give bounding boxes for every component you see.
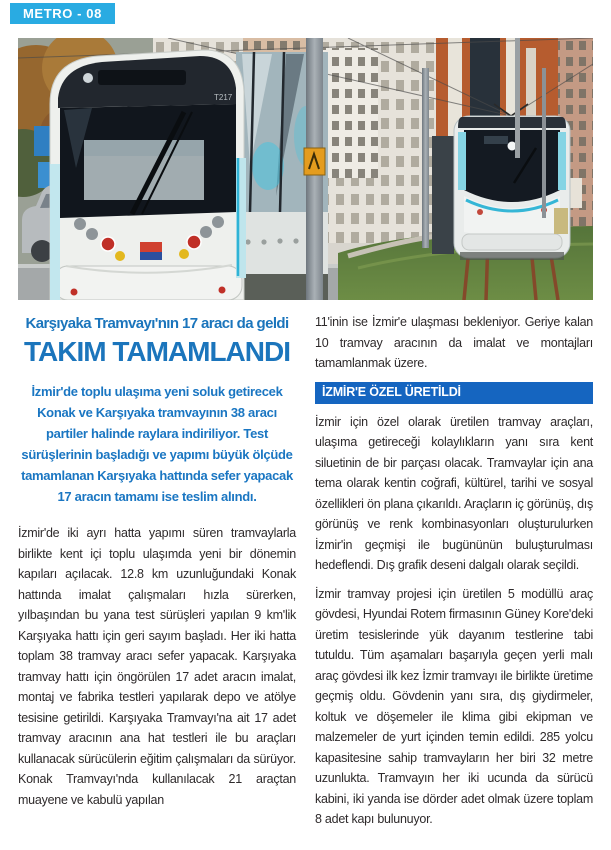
article-title: TAKIM TAMAMLANDI [23, 336, 290, 367]
page-tag: METRO - 08 [10, 3, 115, 24]
body-paragraph-2: İzmir için özel olarak üretilen tramvay araçları, ulaşıma getireceği kolaylıkların yanı sıra kent siluetinin de bir parçası olacak. Tramvaylar için ana tema olarak kentin coğrafi, kültürel, tarihi ve sosyal özellikleri ön plana çıkarıldı. Araçların iç görünüş, dış görünüş ve renk kombinasyonları oluşturulurken İzmir'in geçmişi ile bugününün buluşturulması hedeflendi. Dış grafik deseni dalgalı olarak seçildi. [315, 414, 593, 572]
article-kicker: Karşıyaka Tramvayı'nın 17 aracı da geldi [25, 315, 289, 332]
section-heading-bar: İZMİR'E ÖZEL ÜRETİLDİ [315, 382, 593, 404]
article-photo [18, 38, 593, 300]
body-paragraph-1: 11'inin ise İzmir'e ulaşması bekleniyor. Geriye kalan 10 tramvay aracının da imalat ve montajları tamamlanmak üzere. [315, 315, 593, 370]
tram-number-label: T217 [214, 93, 233, 102]
body-paragraph-left: İzmir'de iki ayrı hatta yapımı süren tramvaylarla birlikte kent içi toplu ulaşımda yeni bir dönemin kapıları açılacak. 12.8 km uzunluğundaki Konak hattında imalat çalışmaları hızla sürerken, yılbaşından bu yana test sürüşleri yapılan 9 km'lik Karşıyaka hattı için geri sayım başladı. Her iki hatta toplam 38 tramvay aracı sefer yapacak. Karşıyaka tramvay hattı için öngörülen 17 adet aracın imalat, montaj ve fabrika testleri yapılarak depo ve atölye tesisine getirildi. Karşıyaka Tramvayı'na ait 17 adet tramvay aracının ana hat testleri ile bu araçları kullanacak sürücülerin eğitim çalışmaları da sürüyor. Konak Tramvayı'nda kullanılacak 21 araçtan muayene ve kabulü yapılan [18, 526, 296, 807]
foreground-pole [304, 38, 325, 300]
body-paragraph-3: İzmir tramvay projesi için üretilen 5 modüllü araç gövdesi, Hyundai Rotem firmasının Güney Kore'deki üretim tesislerinde yük dayanım testlerine tabi tutuldu. Tüm aşamaları başarıyla geçen yerli malı araç gövdesi ilk kez İzmir tramvayı ile birlikte üretime geçmiş oldu. Gövdenin yanı sıra, dış giydirmeler, koltuk ve döşemeler ile klima gibi ekipman ve malzemeler de yurt içinden temin edildi. 285 yolcu kapasitesine sahip tramvayların her biri 32 metre uzunlukta. Tramvayın her iki ucunda da sürücü kabini, iki yanda ise dörder adet olmak üzere toplam 8 adet kapı bulunuyor. [315, 586, 593, 826]
column-left [18, 312, 296, 818]
article-columns [18, 312, 593, 842]
tram-photo-illustration [18, 38, 593, 300]
column-right [315, 312, 593, 838]
tram-1 [50, 50, 328, 300]
tram-1-front [50, 50, 246, 300]
article-lede: İzmir'de toplu ulaşıma yeni soluk getirecek Konak ve Karşıyaka tramvayının 38 aracı partiler halinde raylara indiriliyor. Test sürüşlerinin başladığı ve yapımı büyük ölçüde tamamlanan Karşıyaka hattında sefer yapacak 17 aracın tamamı ise teslim alındı. [21, 384, 293, 504]
